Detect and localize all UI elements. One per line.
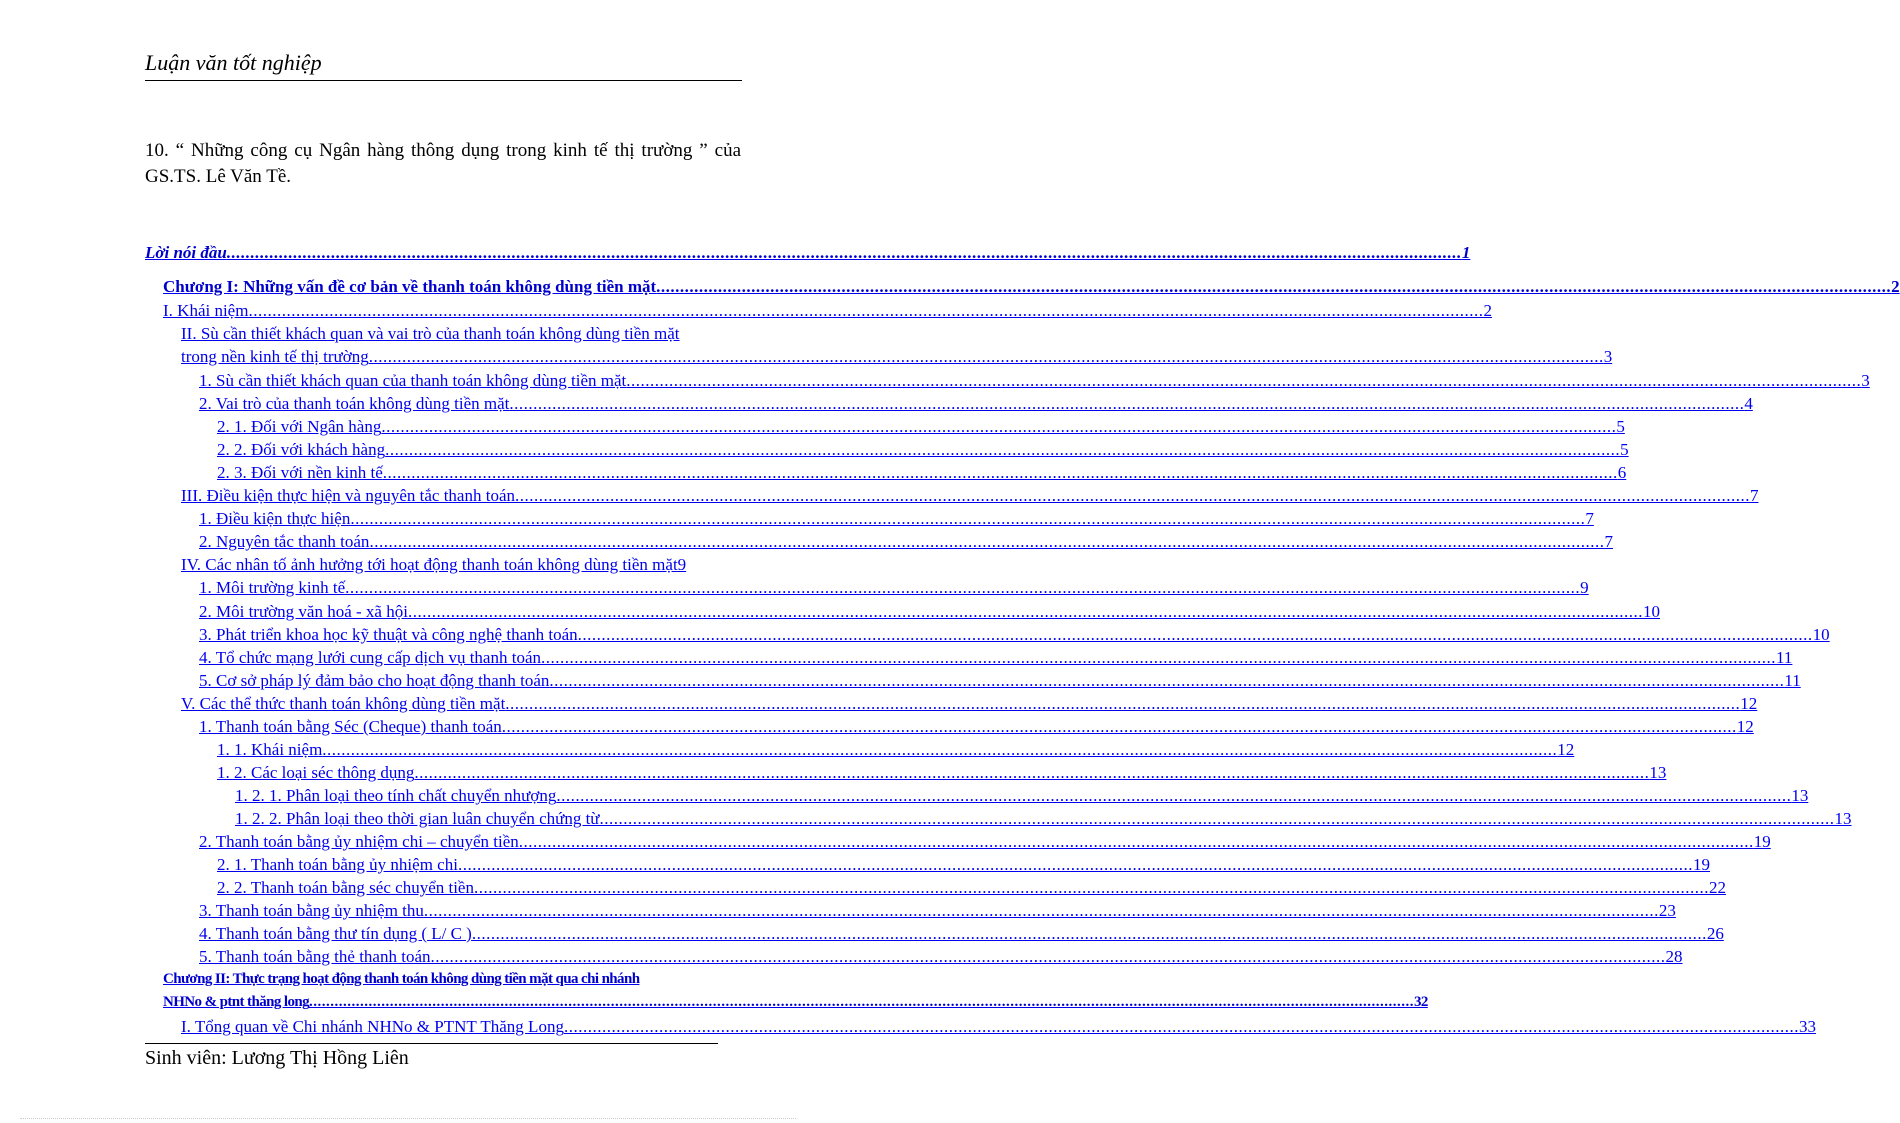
toc-page-number: 13 (1649, 763, 1667, 782)
toc-entry-title: 2. 3. Đối với nền kinh tế (217, 463, 383, 482)
toc-entry-title: 4. Tổ chức mạng lưới cung cấp dịch vụ thanh toán (199, 648, 541, 667)
toc-leader-dots: .................................................................................................................................................................................................................................................................... (501, 717, 1737, 736)
toc-entry[interactable] (217, 761, 1667, 784)
toc-entry-title: 2. Nguyên tắc thanh toán (199, 532, 370, 551)
toc-entry-title: Chương I: Những vấn đề cơ bản về thanh toán không dùng tiền mặt (163, 277, 657, 296)
toc-entry[interactable] (199, 530, 1613, 553)
toc-entry[interactable] (199, 507, 1594, 530)
toc-entry[interactable] (199, 623, 1830, 646)
toc-page-number: 12 (1557, 740, 1575, 759)
toc-leader-dots: .................................................................................................................................................................................................................................................................... (248, 301, 1484, 320)
toc-entry-title: 4. Thanh toán bằng thư tín dụng ( L/ C ) (199, 924, 472, 943)
toc-page-number: 7 (1604, 532, 1613, 551)
footer-student: Sinh viên: Lương Thị Hồng Liên (145, 1047, 409, 1069)
toc-entry-title: Lời nói đầu (145, 243, 227, 262)
toc-page-number: 13 (1834, 809, 1852, 828)
toc-entry[interactable] (181, 553, 740, 576)
toc-entry[interactable] (217, 853, 1710, 876)
toc-entry[interactable] (235, 807, 1852, 830)
toc-entry[interactable] (199, 646, 1793, 669)
toc-entry[interactable] (181, 345, 1613, 368)
toc-page-number: 9 (677, 555, 687, 574)
toc-page-number: 4 (1744, 394, 1753, 413)
toc-leader-dots: .................................................................................................................................................................................................................................................................... (473, 878, 1709, 897)
toc-entry[interactable] (145, 241, 1471, 264)
toc-entry-title: 1. Sù cần thiết khách quan của thanh toán không dùng tiền mặt (199, 371, 627, 390)
toc-page-number: 10 (1642, 602, 1660, 621)
toc-leader-dots: .................................................................................................................................................................................................................................................................... (414, 763, 1650, 782)
toc-entry[interactable] (235, 784, 1809, 807)
toc-leader-dots: .................................................................................................................................................................................................................................................................... (515, 486, 1750, 505)
toc-entry[interactable] (163, 991, 1428, 1014)
toc-leader-dots: .................................................................................................................................................................................................................................................................... (599, 809, 1835, 828)
toc-entry-title: 1. 2. 1. Phân loại theo tính chất chuyển nhượng (235, 786, 557, 805)
toc-page-number: 26 (1706, 924, 1724, 943)
toc-page-number: 3 (1603, 347, 1613, 366)
toc-leader-dots: .................................................................................................................................................................................................................................................................... (541, 648, 1776, 667)
toc-entry-title: 5. Cơ sở pháp lý đảm bảo cho hoạt động thanh toán (199, 671, 550, 690)
toc-entry[interactable] (199, 830, 1771, 853)
toc-page-number: 7 (1750, 486, 1759, 505)
toc-entry-title: III. Điều kiện thực hiện và nguyên tắc thanh toán (181, 486, 515, 505)
toc-page-number: 11 (1776, 648, 1793, 667)
toc-entry-title: 3. Phát triển khoa học kỹ thuật và công nghệ thanh toán (199, 625, 578, 644)
toc-page-number: 5 (1620, 440, 1629, 459)
toc-leader-dots: .................................................................................................................................................................................................................................................................... (368, 347, 1604, 366)
toc-leader-dots: .................................................................................................................................................................................................................................................................... (309, 994, 1414, 1010)
toc-entry-title: 3. Thanh toán bằng ủy nhiệm thu (199, 901, 424, 920)
toc-page-number: 23 (1658, 901, 1676, 920)
toc-entry[interactable] (181, 692, 1758, 715)
toc-leader-dots: .................................................................................................................................................................................................................................................................... (407, 602, 1643, 621)
toc-entry-title: 1. 2. 2. Phân loại theo thời gian luân chuyển chứng từ (235, 809, 600, 828)
toc-leader-dots: .................................................................................................................................................................................................................................................................... (549, 671, 1785, 690)
toc-entry-title: 2. Môi trường văn hoá - xã hội (199, 602, 408, 621)
toc-entry-title: 1. Môi trường kinh tế (199, 578, 346, 597)
toc-entry[interactable] (181, 322, 740, 345)
toc-entry-title: 1. 1. Khái niệm (217, 740, 323, 759)
toc-entry[interactable] (163, 968, 740, 991)
toc-leader-dots: .................................................................................................................................................................................................................................................................... (471, 924, 1707, 943)
toc-leader-dots: .................................................................................................................................................................................................................................................................... (322, 740, 1558, 759)
toc-leader-dots: .................................................................................................................................................................................................................................................................... (381, 417, 1617, 436)
toc-entry-title: IV. Các nhân tố ảnh hưởng tới hoạt động thanh toán không dùng tiền mặt (181, 555, 678, 574)
toc-page-number: 10 (1812, 625, 1830, 644)
toc-leader-dots: .................................................................................................................................................................................................................................................................... (518, 832, 1754, 851)
page-bottom-border (20, 1118, 796, 1119)
toc-entry[interactable] (199, 945, 1683, 968)
page-header (145, 50, 742, 81)
toc-entry[interactable] (199, 715, 1754, 738)
toc-page-number: 12 (1740, 694, 1758, 713)
toc-leader-dots: .................................................................................................................................................................................................................................................................... (369, 532, 1605, 551)
toc-leader-dots: .................................................................................................................................................................................................................................................................... (656, 277, 1892, 296)
toc-leader-dots: .................................................................................................................................................................................................................................................................... (457, 855, 1693, 874)
toc-leader-dots: .................................................................................................................................................................................................................................................................... (385, 440, 1621, 459)
toc-page-number: 19 (1692, 855, 1710, 874)
toc-leader-dots: .................................................................................................................................................................................................................................................................... (350, 509, 1586, 528)
toc-entry[interactable] (163, 299, 1492, 322)
toc-page-number: 22 (1708, 878, 1726, 897)
toc-entry[interactable] (199, 669, 1801, 692)
toc-entry-title: trong nền kinh tế thị trường (181, 347, 369, 366)
toc-entry-title: I. Tổng quan về Chi nhánh NHNo & PTNT Thăng Long (181, 1017, 564, 1036)
toc-page-number: 33 (1798, 1017, 1816, 1036)
toc-entry-title: 2. 2. Đối với khách hàng (217, 440, 386, 459)
toc-entry-title: I. Khái niệm (163, 301, 249, 320)
toc-leader-dots: .................................................................................................................................................................................................................................................................... (226, 243, 1462, 262)
toc-page-number: 3 (1861, 371, 1870, 390)
toc-page-number: 6 (1617, 463, 1627, 482)
toc-entry-title: 1. Thanh toán bằng Séc (Cheque) thanh toán (199, 717, 502, 736)
toc-entry-title: 1. Điều kiện thực hiện (199, 509, 351, 528)
toc-page-number: 28 (1665, 947, 1683, 966)
toc-page-number: 5 (1616, 417, 1625, 436)
toc-leader-dots: .................................................................................................................................................................................................................................................................... (430, 947, 1666, 966)
toc-page-number: 1 (1461, 243, 1471, 262)
toc-entry-title: 2. Thanh toán bằng ủy nhiệm chi – chuyển tiền (199, 832, 519, 851)
toc-entry-title: 2. 1. Thanh toán bằng ủy nhiệm chi (217, 855, 458, 874)
toc-leader-dots: .................................................................................................................................................................................................................................................................... (509, 394, 1745, 413)
toc-entry-title: 2. 1. Đối với Ngân hàng (217, 417, 382, 436)
toc-page-number: 13 (1791, 786, 1809, 805)
toc-entry-title: 1. 2. Các loại séc thông dụng (217, 763, 415, 782)
toc-entry[interactable] (199, 369, 1870, 392)
footer-rule (145, 1043, 718, 1044)
toc-leader-dots: .................................................................................................................................................................................................................................................................... (556, 786, 1792, 805)
toc-leader-dots: .................................................................................................................................................................................................................................................................... (505, 694, 1741, 713)
toc-entry-title: Chương II: Thực trạng hoạt động thanh toán không dùng tiền mặt qua chi nhánh (163, 971, 640, 987)
toc-entry[interactable] (163, 275, 1900, 298)
toc-entry[interactable] (217, 876, 1726, 899)
toc-entry-title: 2. 2. Thanh toán bằng séc chuyển tiền (217, 878, 474, 897)
toc-entry[interactable] (199, 392, 1753, 415)
toc-page-number: 11 (1784, 671, 1801, 690)
toc-page-number: 19 (1753, 832, 1771, 851)
toc-entry[interactable] (181, 1015, 1816, 1038)
toc-entry-title: 2. Vai trò của thanh toán không dùng tiền mặt (199, 394, 510, 413)
toc-entry[interactable] (199, 600, 1660, 623)
toc-entry[interactable] (199, 899, 1676, 922)
toc-entry-title: NHNo & ptnt thăng long (163, 994, 309, 1010)
reference-paragraph: 10. “ Những công cụ Ngân hàng thông dụng trong kinh tế thị trường ” của GS.TS. Lê Văn Tề. (145, 140, 741, 187)
toc-entry[interactable] (217, 415, 1625, 438)
toc-entry[interactable] (199, 576, 1589, 599)
toc-page-number: 2 (1891, 277, 1900, 296)
toc-leader-dots: .................................................................................................................................................................................................................................................................... (382, 463, 1618, 482)
toc-entry[interactable] (217, 438, 1629, 461)
toc-entry-title: 5. Thanh toán bằng thẻ thanh toán (199, 947, 431, 966)
toc-entry[interactable] (217, 461, 1627, 484)
header-title: Luận văn tốt nghiệp (145, 50, 322, 75)
toc-page-number: 32 (1414, 994, 1428, 1010)
toc-page-number: 12 (1736, 717, 1754, 736)
toc-entry[interactable] (217, 738, 1575, 761)
toc-leader-dots: .................................................................................................................................................................................................................................................................... (626, 371, 1862, 390)
toc-entry[interactable] (199, 922, 1724, 945)
toc-leader-dots: .................................................................................................................................................................................................................................................................... (423, 901, 1659, 920)
toc-page-number: 9 (1580, 578, 1589, 597)
toc-page-number: 7 (1585, 509, 1594, 528)
toc-page-number: 2 (1483, 301, 1492, 320)
toc-leader-dots: .................................................................................................................................................................................................................................................................... (345, 578, 1581, 597)
toc-leader-dots: .................................................................................................................................................................................................................................................................... (577, 625, 1813, 644)
toc-entry-title: II. Sù cần thiết khách quan và vai trò của thanh toán không dùng tiền mặt (181, 324, 680, 343)
toc-entry[interactable] (181, 484, 1759, 507)
toc-leader-dots: .................................................................................................................................................................................................................................................................... (563, 1017, 1799, 1036)
toc-entry-title: V. Các thể thức thanh toán không dùng tiền mặt (181, 694, 506, 713)
